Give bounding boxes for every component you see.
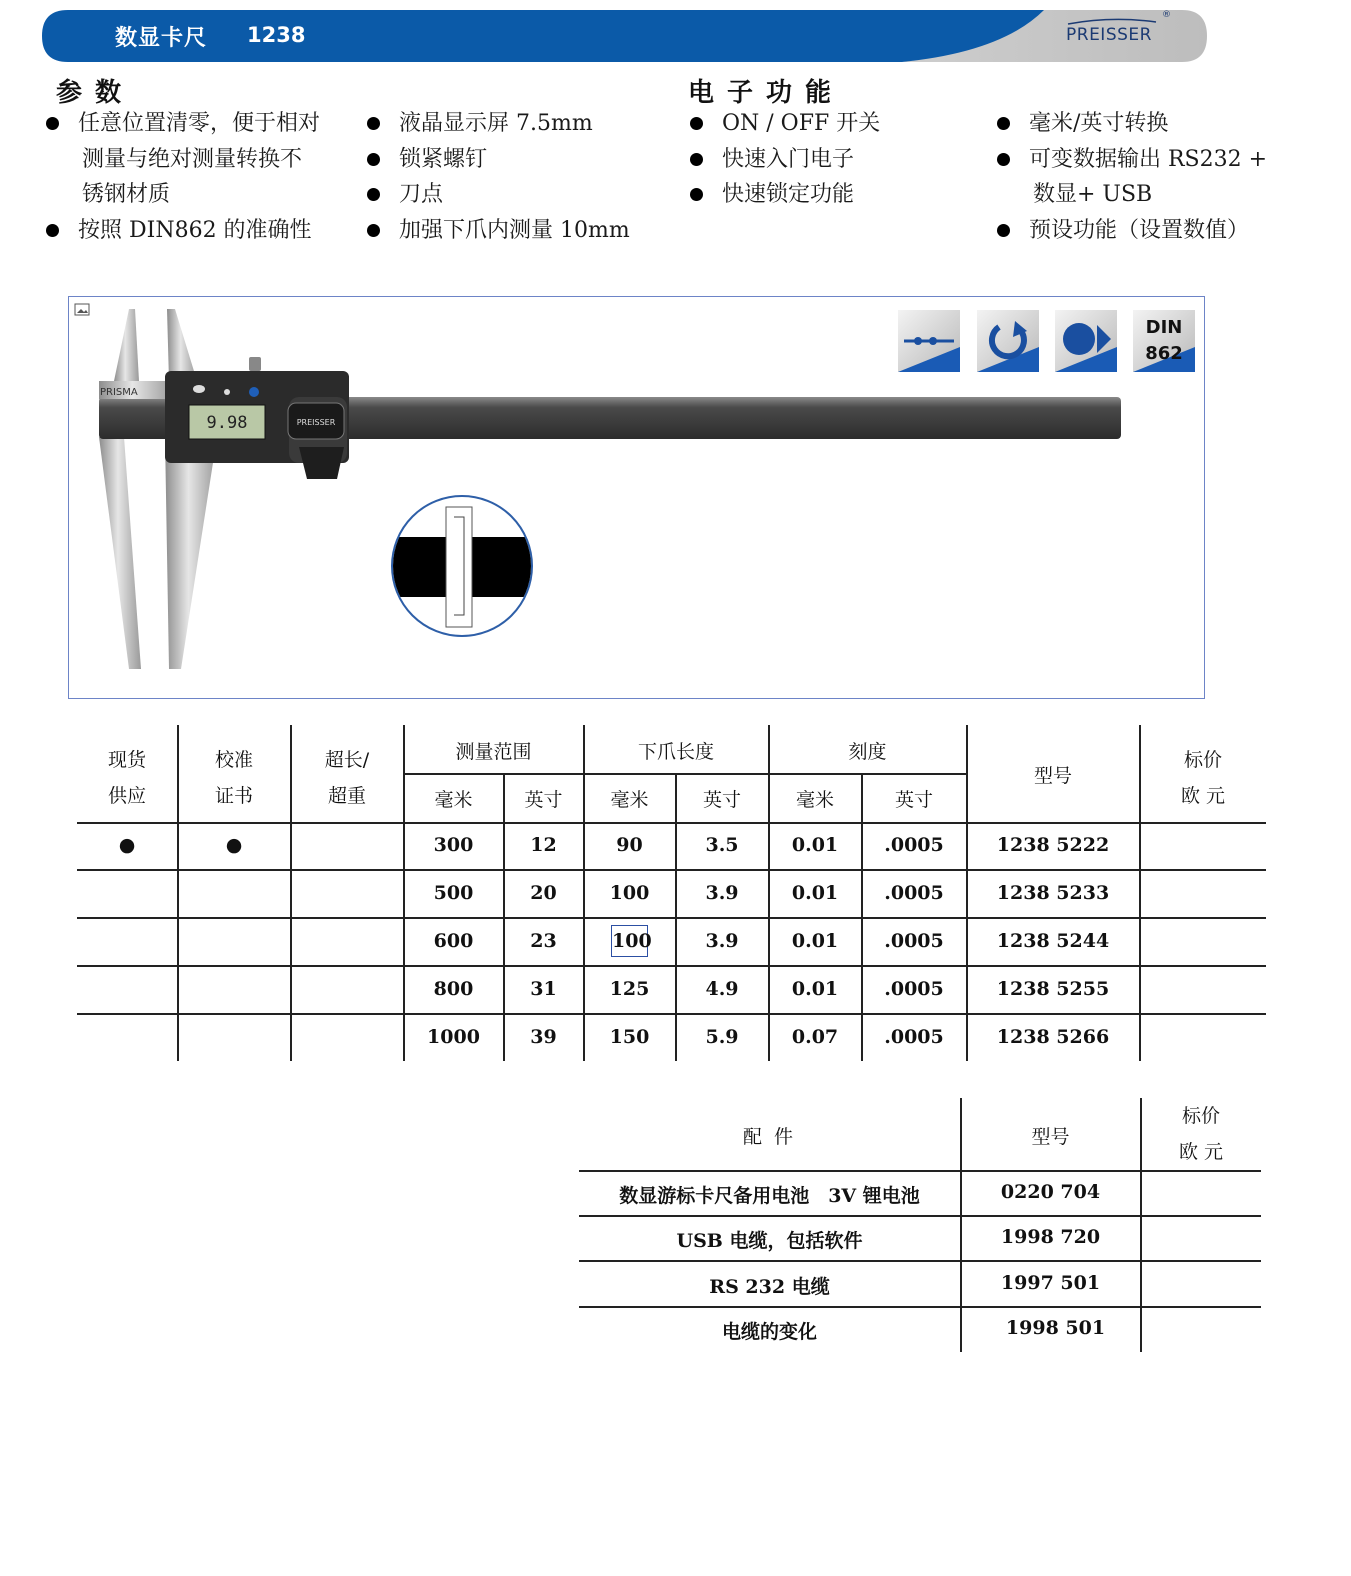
cell-grad-mm: 0.01 [791, 978, 839, 1000]
list-item: 锁紧螺钉 [367, 142, 667, 178]
list-item-continued: 数显+ USB [1033, 182, 1153, 207]
cell-model: 1238 5244 [996, 930, 1110, 952]
params-list-right [367, 106, 667, 248]
cell-model: 1238 5233 [996, 882, 1110, 904]
header-accessory: 配 件 [742, 1126, 797, 1148]
list-item: ON / OFF 开关 [690, 106, 980, 142]
header-price: 标价 欧 元 [1180, 749, 1226, 807]
header-range-inch: 英寸 [524, 789, 563, 811]
list-item-continued: 测量与绝对测量转换不 [82, 146, 303, 172]
list-item: 任意位置清零，便于相对 [46, 106, 366, 142]
cell-accessory-item: USB 电缆，包括软件 [676, 1230, 863, 1252]
upper-jaw-slider [167, 309, 197, 381]
cell-grad-mm: 0.01 [791, 834, 839, 856]
jaw-brand-label: PRISMA [100, 387, 138, 398]
product-title: 数显卡尺 [115, 26, 208, 51]
cell-accessory-model: 1998 501 [1005, 1317, 1106, 1339]
cell-range-inch: 23 [530, 930, 557, 952]
image-placeholder-icon [75, 304, 89, 315]
upper-jaw-fixed [114, 309, 139, 381]
cell-range-mm: 300 [433, 834, 474, 856]
list-item: 快速入门电子 [690, 142, 980, 178]
cell-cert: ● [225, 834, 243, 856]
list-item: 可变数据输出 RS232 + [997, 142, 1297, 178]
cell-jaw-mm: 150 [609, 1026, 650, 1048]
cell-grad-inch: .0005 [884, 834, 944, 856]
header-accessory-price: 标价 欧 元 [1178, 1105, 1224, 1163]
header-accessory-model: 型号 [1031, 1126, 1070, 1148]
cell-jaw-inch: 4.9 [705, 978, 739, 1000]
brand-logo: PREISSER [1066, 25, 1152, 45]
cell-range-mm: 1000 [427, 1026, 480, 1048]
header-jaw-mm: 毫米 [610, 789, 649, 811]
svg-text:862: 862 [1145, 343, 1183, 364]
cell-grad-mm: 0.01 [791, 882, 839, 904]
knife-edge-detail [389, 496, 539, 636]
header-jaw-length: 下爪长度 [637, 741, 714, 763]
header-model: 型号 [1033, 765, 1072, 787]
electronic-list-left [690, 106, 980, 213]
header-jaw-inch: 英寸 [702, 789, 741, 811]
quick-start-tile [977, 310, 1039, 372]
list-item: 加强下爪内测量 10mm [367, 213, 667, 249]
header-grad-inch: 英寸 [894, 789, 933, 811]
header-measuring-range: 测量范围 [455, 741, 532, 763]
thumb-wheel [299, 447, 344, 479]
cell-grad-inch: .0005 [884, 978, 944, 1000]
product-code: 1238 [247, 23, 306, 47]
cell-accessory-model: 0220 704 [1000, 1181, 1101, 1203]
header-oversize: 超长/ 超重 [324, 749, 370, 807]
list-item: 液晶显示屏 7.5mm [367, 106, 667, 142]
header-grad-mm: 毫米 [795, 789, 834, 811]
cell-range-inch: 31 [530, 978, 557, 1000]
cell-stock: ● [118, 834, 136, 856]
params-list-left [46, 106, 366, 248]
cell-grad-mm: 0.07 [791, 1026, 839, 1048]
cell-range-mm: 500 [433, 882, 474, 904]
header-certificate: 校准 证书 [214, 749, 253, 807]
list-item: 预设功能（设置数值） [997, 213, 1297, 249]
cell-range-inch: 20 [530, 882, 557, 904]
cell-range-inch: 39 [530, 1026, 557, 1048]
cell-jaw-inch: 3.5 [705, 834, 739, 856]
header-range-mm: 毫米 [434, 789, 473, 811]
mm-inch-button [224, 389, 230, 395]
cell-jaw-mm: 125 [609, 978, 650, 1000]
din-862-badge [1133, 310, 1195, 372]
lower-jaw-fixed [99, 437, 141, 669]
cell-jaw-mm: 100 [609, 882, 650, 904]
cell-accessory-item: 数显游标卡尺备用电池 3V 锂电池 [619, 1185, 920, 1207]
lcd-value: 9.98 [206, 413, 248, 433]
list-item-continued: 锈钢材质 [82, 182, 171, 207]
electronic-list-right [997, 106, 1297, 248]
list-item: 按照 DIN862 的准确性 [46, 213, 366, 249]
header-graduation: 刻度 [848, 741, 887, 763]
cell-range-mm: 800 [433, 978, 474, 1000]
list-item: 刀点 [367, 177, 667, 213]
cell-accessory-item: RS 232 电缆 [709, 1276, 830, 1298]
cell-accessory-model: 1997 501 [1000, 1272, 1101, 1294]
cell-jaw-inch: 3.9 [705, 882, 739, 904]
header-banner [42, 10, 1207, 62]
cell-grad-inch: .0005 [884, 882, 944, 904]
quick-lock-tile [1055, 310, 1117, 372]
list-item: 快速锁定功能 [690, 177, 980, 213]
header-stock: 现货 供应 [107, 749, 146, 807]
zero-button [193, 385, 205, 393]
cell-model: 1238 5255 [996, 978, 1110, 1000]
cell-jaw-mm-selected[interactable]: 100 [611, 925, 648, 957]
cell-jaw-mm: 90 [616, 834, 643, 856]
cell-jaw-inch: 5.9 [705, 1026, 739, 1048]
locking-screw [249, 357, 261, 371]
lower-jaw-slider [165, 437, 217, 669]
cell-grad-mm: 0.01 [791, 930, 839, 952]
list-item: 毫米/英寸转换 [997, 106, 1297, 142]
electronic-heading: 电子功能 [688, 78, 845, 108]
cell-accessory-model: 1998 720 [1000, 1226, 1101, 1248]
brand-registered-mark: ® [1162, 10, 1171, 20]
cell-jaw-inch: 3.9 [705, 930, 739, 952]
cell-accessory-item: 电缆的变化 [721, 1321, 817, 1343]
svg-text:DIN: DIN [1145, 317, 1183, 338]
caliper-illustration [69, 297, 1204, 698]
cell-range-inch: 12 [530, 834, 557, 856]
product-image-frame [68, 296, 1205, 699]
params-heading: 参数 [56, 78, 135, 108]
slider-brand-label: PREISSER [296, 418, 336, 427]
cell-model: 1238 5222 [996, 834, 1110, 856]
cell-grad-inch: .0005 [884, 1026, 944, 1048]
cell-range-mm: 600 [433, 930, 474, 952]
on-off-button [249, 387, 259, 397]
cell-model: 1238 5266 [996, 1026, 1110, 1048]
cell-grad-inch: .0005 [884, 930, 944, 952]
zero-anywhere-tile [898, 310, 960, 372]
